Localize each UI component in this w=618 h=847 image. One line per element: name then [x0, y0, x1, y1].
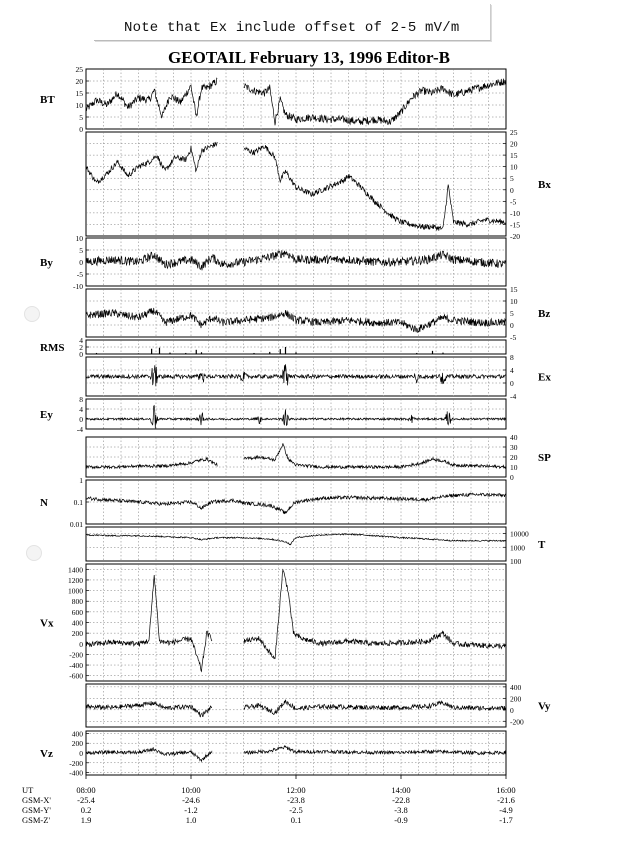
sp-panel: [86, 437, 506, 477]
t-tick-label: 100: [510, 557, 522, 566]
time-tick-label: 14:00: [391, 785, 411, 795]
bt-tick-label: 0: [79, 125, 83, 134]
orbit-value: -24.6: [182, 795, 200, 805]
ex-axis-label: Ex: [538, 371, 551, 384]
vz-series-line: [86, 746, 506, 762]
bz-tick-label: 0: [510, 321, 514, 330]
bx-tick-label: 20: [510, 139, 518, 149]
bx-tick-label: -15: [510, 220, 520, 230]
bt-tick-label: 25: [75, 65, 83, 74]
vz-panel: [86, 731, 506, 775]
vz-axis-label: Vz: [40, 748, 53, 760]
vx-tick-label: 400: [71, 618, 83, 628]
n-axis-label: N: [40, 497, 48, 509]
bz-panel: [86, 289, 506, 337]
rms-tick-label: 0: [79, 350, 83, 359]
orbit-value: -3.8: [394, 805, 408, 815]
vz-tick-label: 0: [79, 749, 83, 758]
ex-tick-label: 0: [510, 379, 514, 388]
bz-series-line: [86, 308, 506, 333]
orbit-value: -22.8: [392, 795, 410, 805]
sp-tick-label: 20: [510, 453, 518, 462]
orbit-value: 1.0: [185, 815, 197, 825]
ey-panel: [86, 399, 506, 429]
by-axis-label: By: [40, 257, 53, 269]
orbit-value: -25.4: [77, 795, 95, 805]
t-panel: [86, 527, 506, 561]
n-series-line: [86, 493, 506, 514]
ey-tick-label: 8: [79, 395, 83, 404]
orbit-value: -23.8: [287, 795, 305, 805]
ey-axis-label: Ey: [40, 409, 53, 421]
bz-tick-label: -5: [510, 333, 517, 342]
bx-tick-label: 5: [510, 174, 514, 184]
vx-tick-label: 1200: [68, 575, 83, 585]
vx-panel: [86, 564, 506, 681]
by-tick-label: 0: [79, 258, 83, 267]
vy-axis-label: Vy: [538, 700, 551, 713]
vz-tick-label: 200: [71, 739, 83, 749]
ey-tick-label: -4: [76, 425, 83, 434]
vx-tick-label: 800: [71, 597, 83, 607]
time-tick-label: 16:00: [496, 785, 516, 795]
vx-tick-label: -200: [69, 650, 83, 660]
time-tick-label: 12:00: [286, 785, 306, 795]
rms-panel: [86, 340, 506, 354]
sp-tick-label: 40: [510, 433, 518, 442]
vy-panel: [86, 684, 506, 727]
t-axis-label: T: [538, 539, 546, 551]
ey-tick-label: 4: [79, 405, 83, 414]
n-tick-label: 0.01: [69, 520, 83, 529]
vy-tick-label: 0: [510, 705, 514, 715]
ex-tick-label: 8: [510, 353, 514, 362]
bz-tick-label: 15: [510, 285, 518, 294]
by-tick-label: 5: [79, 246, 83, 255]
vz-tick-label: -400: [69, 768, 83, 778]
bx-tick-label: 15: [510, 151, 518, 161]
time-tick-label: 08:00: [76, 785, 96, 795]
bx-tick-label: -10: [510, 208, 520, 218]
bx-tick-label: 10: [510, 162, 518, 172]
sp-tick-label: 10: [510, 463, 518, 472]
bx-panel: [86, 132, 506, 236]
orbit-value: -21.6: [497, 795, 515, 805]
sp-axis-label: SP: [538, 452, 551, 464]
bx-tick-label: -5: [510, 197, 517, 207]
bx-tick-label: 0: [510, 185, 514, 195]
t-tick-label: 1000: [510, 543, 525, 553]
orbit-value: 0.1: [290, 815, 302, 825]
orbit-value: -2.5: [289, 805, 303, 815]
bz-tick-label: 5: [510, 309, 514, 318]
by-panel: [86, 238, 506, 286]
vx-tick-label: 600: [71, 607, 83, 617]
by-tick-label: -10: [73, 282, 83, 291]
bt-axis-label: BT: [40, 94, 55, 106]
vx-tick-label: 200: [71, 629, 83, 639]
bx-tick-label: -20: [510, 232, 520, 241]
bt-tick-label: 15: [75, 89, 83, 98]
rms-tick-label: 4: [79, 336, 83, 345]
vz-tick-label: 400: [71, 729, 83, 739]
orbit-value: -1.7: [499, 815, 513, 825]
n-tick-label: 1: [79, 476, 83, 485]
orbit-value: 0.2: [80, 805, 92, 815]
bt-tick-label: 20: [75, 77, 83, 86]
rms-tick-label: 2: [79, 343, 83, 352]
vx-tick-label: -600: [69, 671, 83, 681]
vx-tick-label: -400: [69, 661, 83, 671]
orbit-row-label: UT: [22, 785, 34, 795]
bx-tick-label: 25: [510, 128, 518, 137]
orbit-value: 1.9: [80, 815, 92, 825]
rms-axis-label: RMS: [40, 342, 65, 354]
vy-tick-label: 400: [510, 682, 522, 692]
bt-tick-label: 10: [75, 101, 83, 110]
vy-tick-label: 200: [510, 694, 522, 704]
n-panel: [86, 480, 506, 524]
bt-tick-label: 5: [79, 113, 83, 122]
ex-tick-label: -4: [510, 392, 517, 401]
t-tick-label: 10000: [510, 529, 529, 539]
vx-tick-label: 1400: [68, 565, 83, 575]
ex-tick-label: 4: [510, 366, 514, 375]
ey-tick-label: 0: [79, 415, 83, 424]
time-tick-label: 10:00: [181, 785, 201, 795]
bt-panel: [86, 69, 506, 129]
orbit-row-label: GSM-Y': [22, 805, 51, 815]
orbit-value: -1.2: [184, 805, 198, 815]
n-tick-label: 0.1: [73, 498, 83, 507]
sp-tick-label: 0: [510, 473, 514, 482]
by-tick-label: 10: [75, 234, 83, 243]
orbit-row-label: GSM-Z': [22, 815, 50, 825]
vx-axis-label: Vx: [40, 617, 54, 630]
figure-title: GEOTAIL February 13, 1996 Editor-B: [168, 48, 450, 67]
bz-axis-label: Bz: [538, 308, 551, 320]
orbit-row-label: GSM-X': [22, 795, 51, 805]
ex-panel: [86, 357, 506, 396]
bz-tick-label: 10: [510, 297, 518, 306]
vz-tick-label: -200: [69, 758, 83, 768]
vy-tick-label: -200: [510, 717, 524, 727]
orbit-value: -0.9: [394, 815, 408, 825]
note-text: Note that Ex include offset of 2-5 mV/m: [124, 20, 460, 36]
orbit-value: -4.9: [499, 805, 513, 815]
sp-tick-label: 30: [510, 443, 518, 452]
by-tick-label: -5: [76, 270, 83, 279]
vx-tick-label: 0: [79, 639, 83, 649]
vx-tick-label: 1000: [68, 586, 83, 596]
bx-axis-label: Bx: [538, 179, 551, 191]
